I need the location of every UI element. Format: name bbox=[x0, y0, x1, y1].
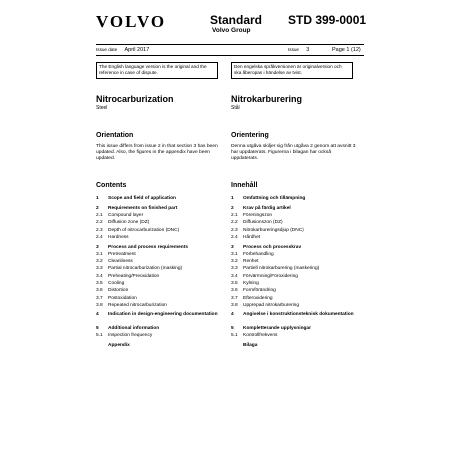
standard-number: STD 399-0001 bbox=[288, 13, 367, 27]
toc-number: 3.5 bbox=[231, 281, 238, 287]
toc-title: Nitrokarbureringsdjup (DNC) bbox=[243, 227, 304, 233]
toc-number: 4 bbox=[231, 311, 234, 317]
toc-entry bbox=[96, 234, 224, 241]
toc-number: 2.1 bbox=[96, 212, 103, 218]
toc-title: Kylning bbox=[243, 281, 259, 287]
toc-number: 3.8 bbox=[231, 302, 238, 308]
toc-entry bbox=[231, 265, 359, 272]
toc-entry bbox=[96, 195, 224, 202]
toc-title: Compound layer bbox=[108, 212, 144, 218]
toc-entry bbox=[231, 295, 359, 302]
toc-entry bbox=[96, 273, 224, 280]
toc-entry bbox=[231, 302, 359, 309]
toc-title: Efteroxidering bbox=[243, 295, 273, 301]
toc-entry bbox=[231, 212, 359, 219]
toc-entry bbox=[231, 234, 359, 241]
toc-number: 3.3 bbox=[231, 266, 238, 272]
toc-title: Angivelse i konstruktionsteknisk dokumentation bbox=[243, 311, 354, 317]
toc-number: 3.7 bbox=[231, 295, 238, 301]
toc-entry bbox=[231, 244, 359, 251]
toc-title: Förvärmning/Föroxidering bbox=[243, 273, 298, 279]
toc-title: Diffusion zone (DZ) bbox=[108, 220, 150, 226]
toc-entry bbox=[96, 287, 224, 294]
toc-title: Partiell nitrokarburering (maskering) bbox=[243, 266, 320, 272]
toc-number: 2 bbox=[96, 205, 99, 211]
toc-title: Appendix bbox=[108, 343, 130, 348]
toc-title: Inspection frequency bbox=[108, 333, 153, 339]
toc-number: 3.3 bbox=[96, 266, 103, 272]
toc-title: Depth of nitrocarburization (DNC) bbox=[108, 227, 180, 233]
toc-number: 2.3 bbox=[96, 227, 103, 233]
header-rule-bottom bbox=[96, 55, 364, 56]
issue-meta bbox=[288, 47, 309, 53]
toc-title: Renhet bbox=[243, 259, 259, 265]
toc-number: 2.1 bbox=[231, 212, 238, 218]
toc-number: 5 bbox=[231, 326, 234, 332]
toc-entry bbox=[231, 287, 359, 294]
page-number-text: Page 1 (12) bbox=[332, 47, 361, 53]
toc-entry bbox=[231, 227, 359, 234]
toc-number: 3.6 bbox=[96, 288, 103, 294]
orientation-heading: Orientation bbox=[96, 132, 134, 139]
toc-number: 5 bbox=[96, 326, 99, 332]
toc-entry bbox=[231, 219, 359, 226]
toc-number: 3.7 bbox=[96, 295, 103, 301]
orientering-text: Denna utgåva skiljer sig från utgåva 2 genom att avsnitt 3 har uppdaterats. Figurerna i bilagan har också uppdaterats. bbox=[231, 144, 356, 161]
english-subtitle: Steel bbox=[96, 105, 108, 111]
toc-entry bbox=[96, 302, 224, 309]
toc-entry bbox=[96, 219, 224, 226]
toc-title: Indication in design-engineering documentation bbox=[108, 311, 218, 317]
toc-number: 2.2 bbox=[96, 220, 103, 226]
toc-entry bbox=[96, 295, 224, 302]
swedish-column bbox=[231, 94, 359, 111]
toc-title: Postoxidation bbox=[108, 295, 137, 301]
header-rule-top bbox=[96, 44, 364, 45]
issue-value: 3 bbox=[306, 47, 310, 53]
toc-title: Hardness bbox=[108, 234, 129, 240]
toc-number: 3.5 bbox=[96, 281, 103, 287]
toc-number: 2.4 bbox=[96, 234, 103, 240]
english-column bbox=[96, 94, 224, 111]
toc-entry bbox=[96, 332, 224, 339]
toc-number: 5.1 bbox=[96, 333, 103, 339]
toc-title: Process och processkrav bbox=[243, 244, 302, 250]
toc-entry bbox=[96, 212, 224, 219]
toc-title: Krav på färdig artikel bbox=[243, 205, 291, 211]
toc-title: Omfattning och tillämpning bbox=[243, 196, 306, 201]
toc-title: Förbehandling bbox=[243, 251, 274, 257]
toc-entry bbox=[231, 280, 359, 287]
swedish-title: Nitrokarburering bbox=[231, 94, 303, 104]
toc-number: 3.2 bbox=[231, 259, 238, 265]
toc-entry bbox=[231, 342, 359, 349]
orientering-heading: Orientering bbox=[231, 132, 269, 139]
issue-date-value: April 2017 bbox=[124, 47, 150, 53]
issue-date-label: Issue date bbox=[96, 47, 118, 52]
toc-number: 2.2 bbox=[231, 220, 238, 226]
page-number bbox=[332, 47, 361, 53]
toc-entry bbox=[96, 312, 224, 323]
toc-number: 5.1 bbox=[231, 333, 238, 339]
toc-entry bbox=[231, 325, 359, 332]
toc-title: Repeated nitrocarburization bbox=[108, 302, 167, 308]
toc-title: Kontrollfrekvens bbox=[243, 333, 278, 339]
toc-title: Föreningszon bbox=[243, 212, 273, 218]
toc-title: Requirements on finished part bbox=[108, 205, 178, 211]
contents-list bbox=[96, 195, 224, 349]
toc-title: Preheating/Preoxidation bbox=[108, 273, 160, 279]
toc-number: 3.4 bbox=[231, 273, 238, 279]
volvo-logo: VOLVO bbox=[96, 12, 167, 31]
toc-entry bbox=[96, 227, 224, 234]
group-label: Volvo Group bbox=[212, 27, 251, 34]
english-title: Nitrocarburization bbox=[96, 94, 174, 104]
toc-entry bbox=[96, 342, 224, 349]
toc-title: Formförändring bbox=[243, 288, 276, 294]
standard-label: Standard bbox=[210, 13, 263, 27]
toc-title: Hårdhet bbox=[243, 234, 261, 240]
innehall-list bbox=[231, 195, 359, 349]
toc-entry bbox=[96, 325, 224, 332]
toc-title: Bilaga bbox=[243, 343, 258, 348]
toc-number: 3.1 bbox=[96, 251, 103, 257]
toc-title: Kompletterande upplysningar bbox=[243, 326, 311, 332]
toc-entry bbox=[96, 258, 224, 265]
toc-number: 3 bbox=[96, 244, 99, 250]
toc-number bbox=[231, 342, 243, 349]
toc-number: 3 bbox=[231, 244, 234, 250]
toc-number: 3.8 bbox=[96, 302, 103, 308]
toc-number: 3.1 bbox=[231, 251, 238, 257]
toc-entry bbox=[231, 258, 359, 265]
contents-heading: Contents bbox=[96, 182, 127, 189]
toc-entry bbox=[231, 273, 359, 280]
toc-number: 1 bbox=[96, 196, 99, 201]
toc-number: 2.3 bbox=[231, 227, 238, 233]
issue-date-meta bbox=[96, 47, 149, 53]
toc-number: 3.6 bbox=[231, 288, 238, 294]
toc-number: 3.4 bbox=[96, 273, 103, 279]
toc-number: 1 bbox=[231, 196, 234, 201]
toc-number: 2 bbox=[231, 205, 234, 211]
issue-label: Issue bbox=[288, 47, 299, 52]
toc-title: Additional information bbox=[108, 326, 160, 332]
swedish-subtitle: Stål bbox=[231, 105, 240, 111]
toc-entry bbox=[231, 195, 359, 202]
toc-entry bbox=[96, 265, 224, 272]
toc-title: Upprepad nitrokarburering bbox=[243, 302, 299, 308]
toc-entry bbox=[96, 251, 224, 258]
toc-entry bbox=[231, 332, 359, 339]
toc-number bbox=[96, 342, 108, 349]
toc-entry bbox=[231, 205, 359, 212]
swedish-notice-box: Den engelska språkversionen är originalversion och ska åberopas i händelse av tvist. bbox=[231, 62, 353, 79]
toc-title: Cooling bbox=[108, 281, 125, 287]
innehall-heading: Innehåll bbox=[231, 182, 258, 189]
toc-entry bbox=[231, 312, 359, 323]
orientation-text: This issue differs from issue 2 in that section 3 has been updated. Also, the figures in the appendix have been updated. bbox=[96, 144, 218, 161]
toc-title: Process and process requirements bbox=[108, 244, 188, 250]
toc-number: 3.2 bbox=[96, 259, 103, 265]
toc-entry bbox=[96, 205, 224, 212]
toc-entry bbox=[96, 280, 224, 287]
toc-title: Cleanliness bbox=[108, 259, 133, 265]
toc-title: Diffusionszon (DZ) bbox=[243, 220, 283, 226]
toc-title: Distortion bbox=[108, 288, 129, 294]
toc-title: Partial nitrocarburization (masking) bbox=[108, 266, 183, 272]
toc-entry bbox=[96, 244, 224, 251]
toc-title: Pretreatment bbox=[108, 251, 136, 257]
toc-title: Scope and field of application bbox=[108, 196, 176, 201]
toc-number: 2.4 bbox=[231, 234, 238, 240]
toc-entry bbox=[231, 251, 359, 258]
english-notice-box: The English language version is the original and the reference in case of dispute. bbox=[96, 62, 218, 79]
toc-number: 4 bbox=[96, 311, 99, 317]
